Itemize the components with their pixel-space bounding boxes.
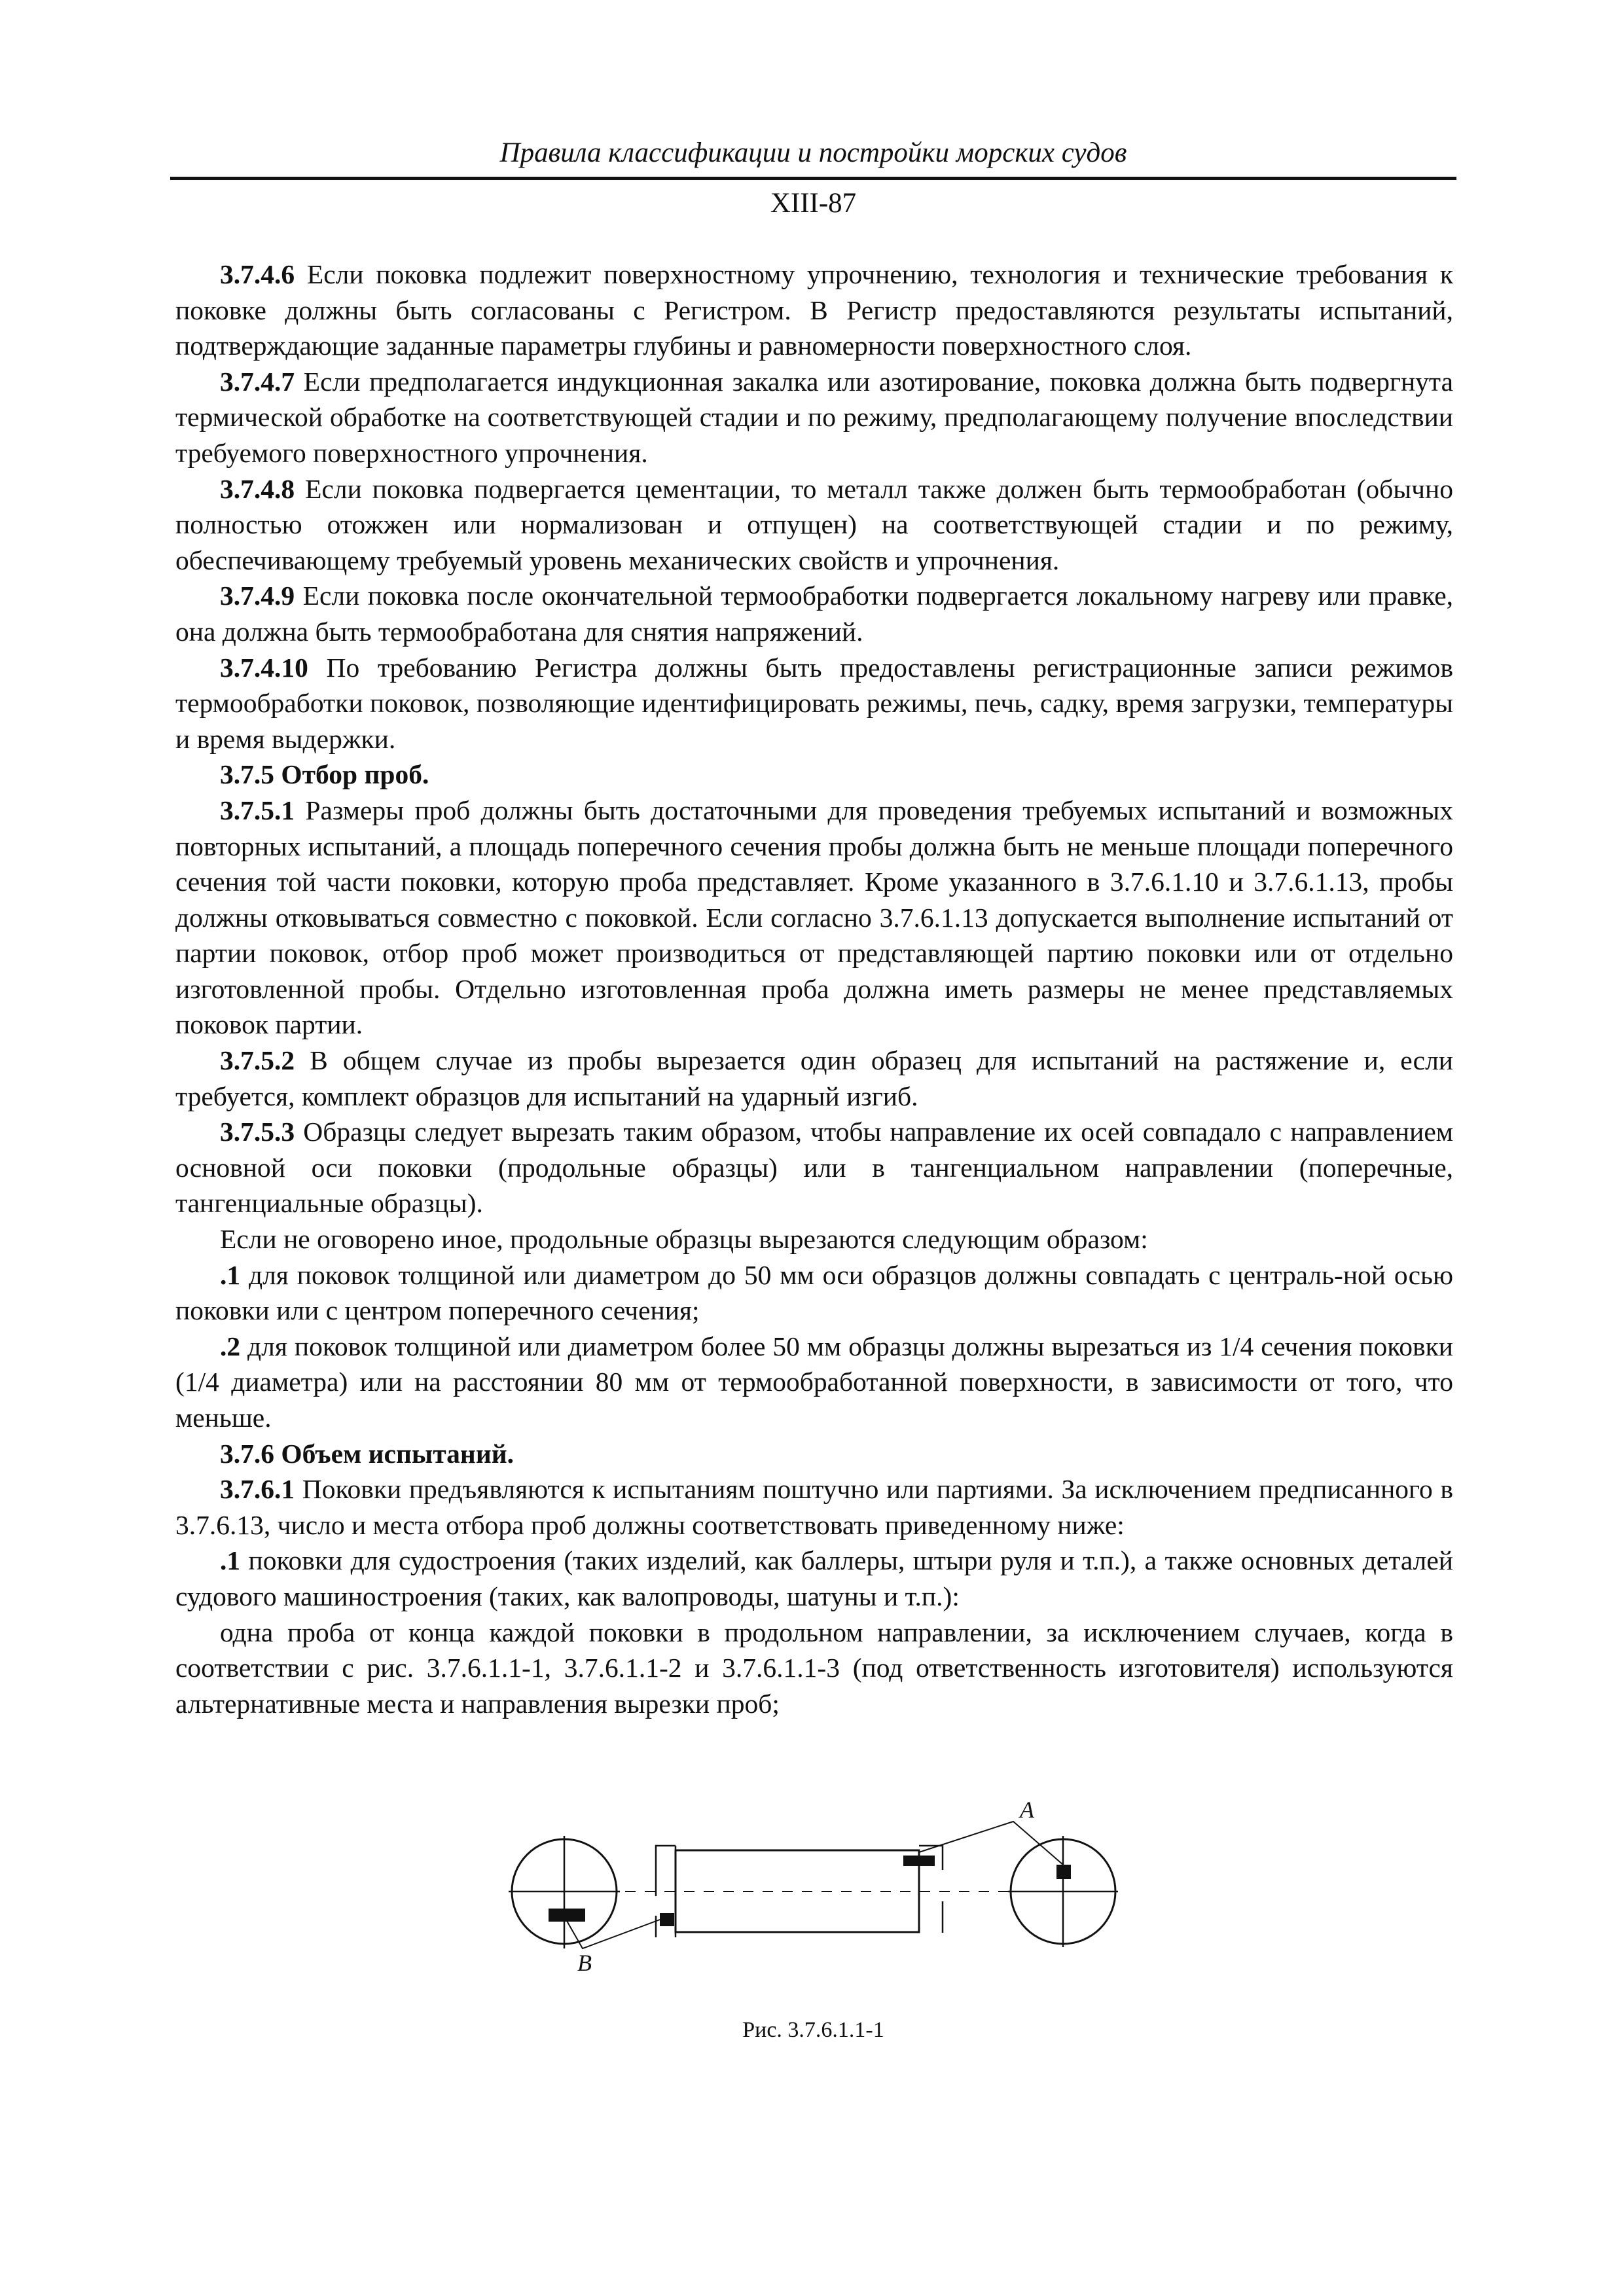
sample-a-right <box>1056 1865 1071 1879</box>
paragraph-text: Если поковка после окончательной термообработки подвергается локальному нагреву или правке, она должна быть термообработана для снятия напряжений. <box>175 581 1453 647</box>
paragraph-longitudinal-intro <box>175 1221 1453 1257</box>
paragraph-text: Если не оговорено иное, продольные образцы вырезаются следующим образом: <box>220 1224 1148 1255</box>
paragraph-text: Размеры проб должны быть достаточными для проведения требуемых испытаний и возможных повторных испытаний, а площадь поперечного сечения пробы должна быть не меньше площади поперечного сечения той части поковки, которую проба представляет. Кроме указанного в 3.7.6.1.10 и 3.7.6.1.13, пробы должны отковываться совместно с поковкой. Если согласно 3.7.6.1.13 допускается выполнение испытаний от партии поковок, отбор проб может производиться от представляющей партию поковки или от отдельно изготовленной пробы. Отдельно изготовленная проба должна иметь размеры не менее представляемых поковок партии. <box>175 795 1453 1040</box>
paragraph-3-7-4-6 <box>175 257 1453 364</box>
paragraph-text: Образцы следует вырезать таким образом, чтобы направление их осей совпадало с направлением основной оси поковки (продольные образцы) или в тангенциальном направлении (поперечные, тангенциальные образцы). <box>175 1117 1453 1219</box>
section-heading-text: 3.7.6 Объем испытаний. <box>220 1438 514 1469</box>
clause-number: 3.7.5.1 <box>220 795 295 825</box>
paragraph-text: для поковок толщиной или диаметром до 50 мм оси образцов должны совпадать с централь-ной осью поковки или с центром поперечного сечения; <box>175 1259 1453 1326</box>
list-number: .1 <box>220 1545 241 1576</box>
paragraph-text: для поковок толщиной или диаметром более 50 мм образцы должны вырезаться из 1/4 сечения поковки (1/4 диаметра) или на расстоянии 80 мм от термообработанной поверхности, в зависимости от того, что меньше. <box>175 1331 1453 1433</box>
list-item-2 <box>175 1329 1453 1436</box>
sample-b-shaft <box>660 1913 674 1926</box>
figure-3-7-6-1-1-1 <box>484 1777 1152 1993</box>
paragraph-text: одна проба от конца каждой поковки в продольном направлении, за исключением случаев, когда в соответствии с рис. 3.7.6.1.1-1, 3.7.6.1.1-2 и 3.7.6.1.1-3 (под ответственность изготовителя) используются альтернативные места и направления вырезки проб; <box>175 1617 1453 1719</box>
paragraph-text: В общем случае из пробы вырезается один образец для испытаний на растяжение и, если требуется, комплект образцов для испытаний на ударный изгиб. <box>175 1045 1453 1111</box>
paragraph-text: По требованию Регистра должны быть предоставлены регистрационные записи режимов термообработки поковок, позволяющие идентифицировать режимы, печь, садку, время загрузки, температуры и время выдержки. <box>175 652 1453 754</box>
clause-number: 3.7.4.7 <box>220 366 295 397</box>
clause-number: 3.7.6.1 <box>220 1474 295 1505</box>
clause-number: 3.7.5.2 <box>220 1045 295 1076</box>
clause-number: 3.7.5.3 <box>220 1117 295 1147</box>
page-number: XIII-87 <box>770 188 857 219</box>
paragraph-3-7-4-10 <box>175 650 1453 757</box>
paragraph-one-sample <box>175 1615 1453 1722</box>
paragraph-3-7-5-3 <box>175 1114 1453 1221</box>
paragraph-3-7-4-8 <box>175 471 1453 579</box>
shaft-left-stub <box>656 1846 676 1896</box>
sample-a-shaft <box>903 1856 935 1866</box>
label-a: A <box>1020 1797 1034 1823</box>
list-number: .1 <box>220 1259 241 1290</box>
list-item-1-shipbuilding <box>175 1543 1453 1614</box>
clause-number: 3.7.4.6 <box>220 259 295 289</box>
section-heading-text: 3.7.5 Отбор проб. <box>220 759 429 790</box>
paragraph-3-7-5-2 <box>175 1043 1453 1114</box>
paragraph-text: поковки для судостроения (таких изделий, как баллеры, штыри руля и т.п.), а также основных деталей судового машиностроения (таких, как валопроводы, шатуны и т.п.): <box>175 1545 1453 1611</box>
list-number: .2 <box>220 1331 241 1361</box>
paragraph-text: Если поковка подвергается цементации, то металл также должен быть термообработан (обычно полностью отожжен или нормализован и отпущен) на соответствующей стадии и по режиму, обеспечивающему требуемый уровень механических свойств и упрочнения. <box>175 473 1453 575</box>
clause-number: 3.7.4.8 <box>220 473 295 504</box>
paragraph-3-7-5-1 <box>175 793 1453 1043</box>
figure-caption: Рис. 3.7.6.1.1-1 <box>742 2018 884 2042</box>
section-heading-3-7-5 <box>175 757 1453 793</box>
list-item-1 <box>175 1257 1453 1329</box>
leader-b <box>567 1920 660 1948</box>
paragraph-3-7-4-9 <box>175 578 1453 649</box>
paragraph-text: Поковки предъявляются к испытаниям поштучно или партиями. За исключением предписанного в 3.7.6.13, число и места отбора проб должны соответствовать приведенному ниже: <box>175 1474 1453 1540</box>
sample-b-left <box>549 1909 585 1922</box>
paragraph-3-7-4-7 <box>175 364 1453 471</box>
running-title: Правила классификации и постройки морских судов <box>499 137 1127 168</box>
clause-number: 3.7.4.9 <box>220 581 295 611</box>
forging-sample-diagram <box>484 1777 1152 1993</box>
document-body <box>175 257 1453 1721</box>
paragraph-text: Если поковка подлежит поверхностному упрочнению, технология и технические требования к поковке должны быть согласованы с Регистром. В Регистр предоставляются результаты испытаний, подтверждающие заданные параметры глубины и равномерности поверхностного слоя. <box>175 259 1453 361</box>
label-b: B <box>577 1950 592 1976</box>
clause-number: 3.7.4.10 <box>220 652 308 683</box>
section-heading-3-7-6 <box>175 1436 1453 1472</box>
paragraph-3-7-6-1 <box>175 1471 1453 1543</box>
paragraph-text: Если предполагается индукционная закалка или азотирование, поковка должна быть подвергнута термической обработке на соответствующей стадии и по режиму, предполагающему получение впоследствии требуемого поверхностного упрочнения. <box>175 366 1453 468</box>
header-rule <box>170 177 1456 180</box>
